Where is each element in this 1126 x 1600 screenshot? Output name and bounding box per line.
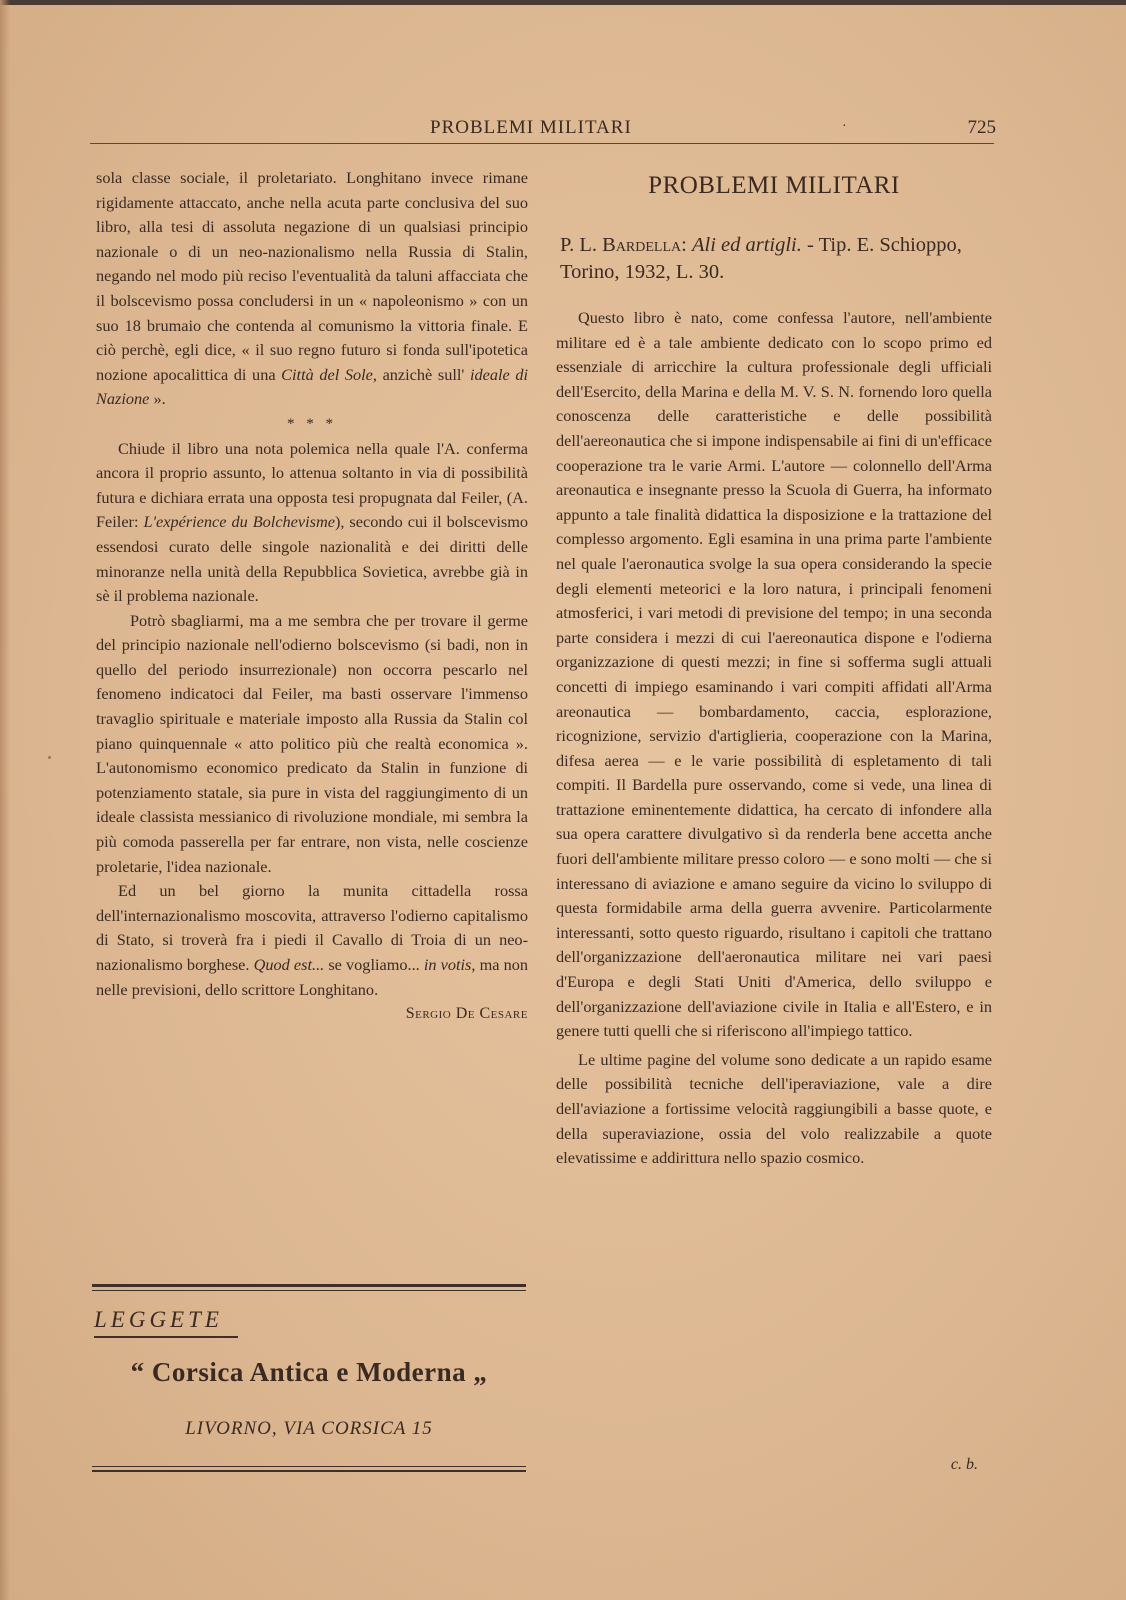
ad-heading-underline	[94, 1336, 238, 1338]
right-column	[556, 306, 992, 1171]
running-title: PROBLEMI MILITARI	[430, 117, 632, 138]
book-publisher: - Tip. E. Schioppo, Torino, 1932, L. 30.	[560, 234, 962, 283]
head-dot: ·	[842, 119, 847, 134]
paragraph-feiler: Chiude il libro una nota polemica nella quale l'A. conferma ancora il proprio assunto, lo attenua soltanto in via di possibilità futura e dichiara errata una opposta tesi propugnata dal Feiler, (A. Feiler: L'expérience du Bolchevisme), secondo cui il bolscevismo essendosi curato delle singole nazionalità e dei diritti delle minoranze nella unità della Repubblica Sovietica, avrebbe già in sè il problema nazionale.	[96, 438, 528, 606]
scan-left-edge	[0, 0, 10, 1600]
ad-top-rule-thin	[92, 1290, 526, 1291]
section-title: PROBLEMI MILITARI	[648, 172, 900, 199]
author-signature: Sergio De Cesare	[405, 1005, 528, 1023]
paragraph-conclusion: Ed un bel giorno la munita cittadella rossa dell'internazionalismo moscovita, attraverso l'odierno capitalismo di Stato, si troverà fra i piedi il Cavallo di Troia di un neo-nazionalismo borghese. Quod est... se vogliamo... in votis, ma non nelle previsioni, dello scrittore Longhitano.	[96, 881, 529, 999]
page-number: 725	[967, 117, 996, 138]
review-paragraph-2: Le ultime pagine del volume sono dedicate a un rapido esame delle possibilità tecniche dell'iperaviazione, vale a dire dell'aviazione a fortissime velocità raggiungibili a basse quote, e della superaviazione, ossia del volo realizzabile a quote elevatissime e addirittura nello spazio cosmico.	[556, 1049, 992, 1168]
left-column	[96, 166, 528, 1027]
ad-bottom-rule	[92, 1470, 526, 1472]
section-separator: * * *	[287, 415, 337, 432]
ad-title: “ Corsica Antica e Moderna „	[130, 1357, 488, 1387]
reviewer-initials: c. b.	[950, 1456, 978, 1473]
ad-bottom-rule-thin	[92, 1466, 526, 1467]
ad-address: LIVORNO, VIA CORSICA 15	[185, 1418, 433, 1439]
scan-top-edge	[0, 0, 1126, 5]
review-paragraph-1: Questo libro è nato, come confessa l'autore, nell'ambiente militare ed è a tale ambiente dedicato con lo scopo primo ed essenziale di arricchire la cultura professionale degli ufficiali dell'Esercito, della Marina e della M. V. S. N. fornendo loro quella conoscenza delle caratteristiche e delle possibilità dell'aereonautica che si impone indispensabile ai fini di un'efficace cooperazione tra le varie Armi. L'autore — colonnello dell'Arma areonautica e insegnante presso la Scuola di Guerra, ha informato appunto a tale finalità didattica la disposizione e la trattazione del complesso argomento. Egli esamina in una prima parte l'ambiente nel quale l'aeronautica svolge la sua opera considerando la specie degli elementi meteorici e la loro natura, i principali fenomeni atmosferici, i vari metodi di previsione del tempo; in una seconda parte considera i mezzi di cui l'aereonautica dispone e l'odierna organizzazione di questi mezzi; in fine si sofferma sugli attuali concetti di impiego esaminando i vari compiti affidati all'Arma areonautica — bombardamento, caccia, esplorazione, ricognizione, servizio d'artiglieria, cooperazione con la Marina, difesa aerea — e le varie possibilità di espletamento di tali compiti. Il Bardella pure osservando, come si vede, una linea di trattazione eminentemente didattica, ha cercato di infondere alla sua opera carattere divulgativo sì da renderla bene accetta anche fuori dell'ambiente militare presso coloro — e sono molti — che si interessano di aviazione e amano seguire da vicino lo sviluppo di questa formidabile arma della guerra avvenire. Particolarmente interessanti, sotto questo riguardo, risultano i capitoli che trattano dell'organizzazione dell'aeronautica militare nei vari paesi d'Europa e degli Stati Uniti d'America, dello sviluppo e dell'organizzazione dell'aviazione civile in Italia e all'Estero, e in genere tutti quelli che si riferiscono all'impiego tattico.	[556, 308, 992, 1041]
book-title: Ali ed artigli.	[691, 234, 802, 256]
book-reference: P. L. Bardella: Ali ed artigli. - Tip. E. Schioppo, Torino, 1932, L. 30.	[560, 234, 962, 283]
paper-speck	[48, 756, 51, 759]
book-author: P. L. Bardella	[560, 234, 682, 256]
running-head	[90, 117, 996, 143]
ad-heading: LEGGETE	[94, 1307, 223, 1332]
header-rule	[90, 143, 994, 144]
review-intro-paragraph: sola classe sociale, il proletariato. Longhitano invece rimane rigidamente attaccato, anche nella acuta parte conclusiva del suo libro, alla tesi di assoluta negazione di un qualsiasi principio nazionale o di un neo-nazionalismo nella Russia di Stalin, negando nel modo più reciso l'eventualità da taluni affacciata che il bolscevismo possa concludersi in un « napoleonismo » con un suo 18 brumaio che contenda al comunismo la vittoria finale. E ciò perchè, egli dice, « il suo regno futuro si fonda sull'ipotetica nozione apocalittica di una Città del Sole, anzichè sull' ideale di Nazione ».	[96, 168, 529, 409]
ad-top-rule	[92, 1284, 526, 1287]
paragraph-stalin: Potrò sbagliarmi, ma a me sembra che per trovare il germe del principio nazionale nell'odierno bolscevismo (si badi, non in quello del periodo insurrezionale) non occorra pescarlo nel fenomeno indicatoci dal Feiler, ma basti osservare l'immenso travaglio spirituale e materiale imposto alla Russia da Stalin col piano quinquennale « atto politico più che realtà economica ». L'autonomismo economico predicato da Stalin in funzione di potenziamento statale, sia pure in vista del raggiungimento di un ideale classista messianico di rivoluzione mondiale, mi sembra la più comoda passerella per far entrare, non vista, nelle coscienze proletarie, l'idea nazionale.	[96, 610, 528, 876]
